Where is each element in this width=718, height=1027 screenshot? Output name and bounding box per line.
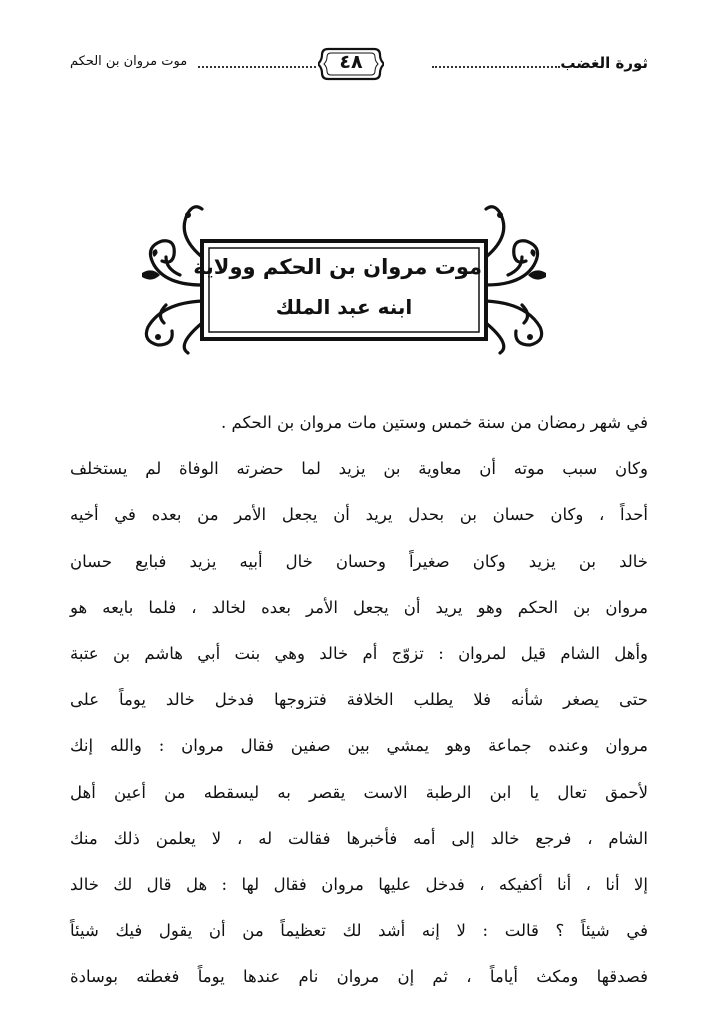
page-number-frame — [318, 46, 384, 82]
chapter-heading-line-1: موت مروان بن الحكم وولاية — [193, 255, 482, 279]
text-line: إلا أنا ، أنا أكفيكه ، فدخل عليها مروان فقال لها : هل قال لك خالد — [70, 874, 648, 894]
running-chapter-title: موت مروان بن الحكم — [70, 54, 188, 69]
chapter-heading-ornament — [136, 205, 552, 355]
text-line: مروان وعنده جماعة وهو يمشي بين صفين فقال مروان : والله إنك — [70, 736, 648, 756]
text-line: مروان بن الحكم وهو يريد أن يجعل الأمر بعده لخالد ، فلما بايعه هو — [70, 597, 648, 617]
body-paragraph — [70, 403, 648, 1003]
text-line: وكان سبب موته أن معاوية بن يزيد لما حضرته الوفاة لم يستخلف — [70, 459, 648, 479]
header-dotted-leader-left — [198, 66, 316, 68]
text-line: حتى يصغر شأنه فلا يطلب الخلافة فتزوجها فدخل خالد يوماً على — [70, 690, 648, 710]
text-line: الشام ، فرجع خالد إلى أمه فأخبرها فقالت له ، لا يعلمن ذلك منك — [70, 828, 648, 848]
text-line: في شيئاً ؟ قالت : لا إنه أشد لك تعظيماً من أن يقول فيك شيئاً — [70, 921, 648, 941]
text-line: في شهر رمضان من سنة خمس وستين مات مروان بن الحكم . — [220, 413, 648, 432]
text-line: خالد بن يزيد وكان صغيراً وحسان خال أبيه يزيد فبايع حسان — [70, 551, 648, 571]
page-number: ٤٨ — [339, 51, 363, 73]
text-line: وأهل الشام قيل لمروان : تزوّج أم خالد وهي بنت أبي هاشم بن عتبة — [70, 643, 648, 663]
book-title: ثورة الغضب — [560, 54, 648, 72]
header-dotted-leader-right — [432, 66, 560, 68]
text-line: فصدقها ومكث أياماً ، ثم إن مروان نام عندها يوماً فغطته بوسادة — [70, 967, 648, 987]
text-line: لأحمق تعال يا ابن الرطبة الاست يقصر به ليسقطه من أعين أهل — [70, 782, 648, 802]
running-header — [70, 46, 648, 82]
text-line: أحداً ، وكان حسان بن بحدل يريد أن يجعل الأمر من بعده في أخيه — [70, 505, 649, 525]
chapter-heading — [193, 245, 482, 335]
chapter-heading-line-2: ابنه عبد الملك — [275, 295, 413, 319]
